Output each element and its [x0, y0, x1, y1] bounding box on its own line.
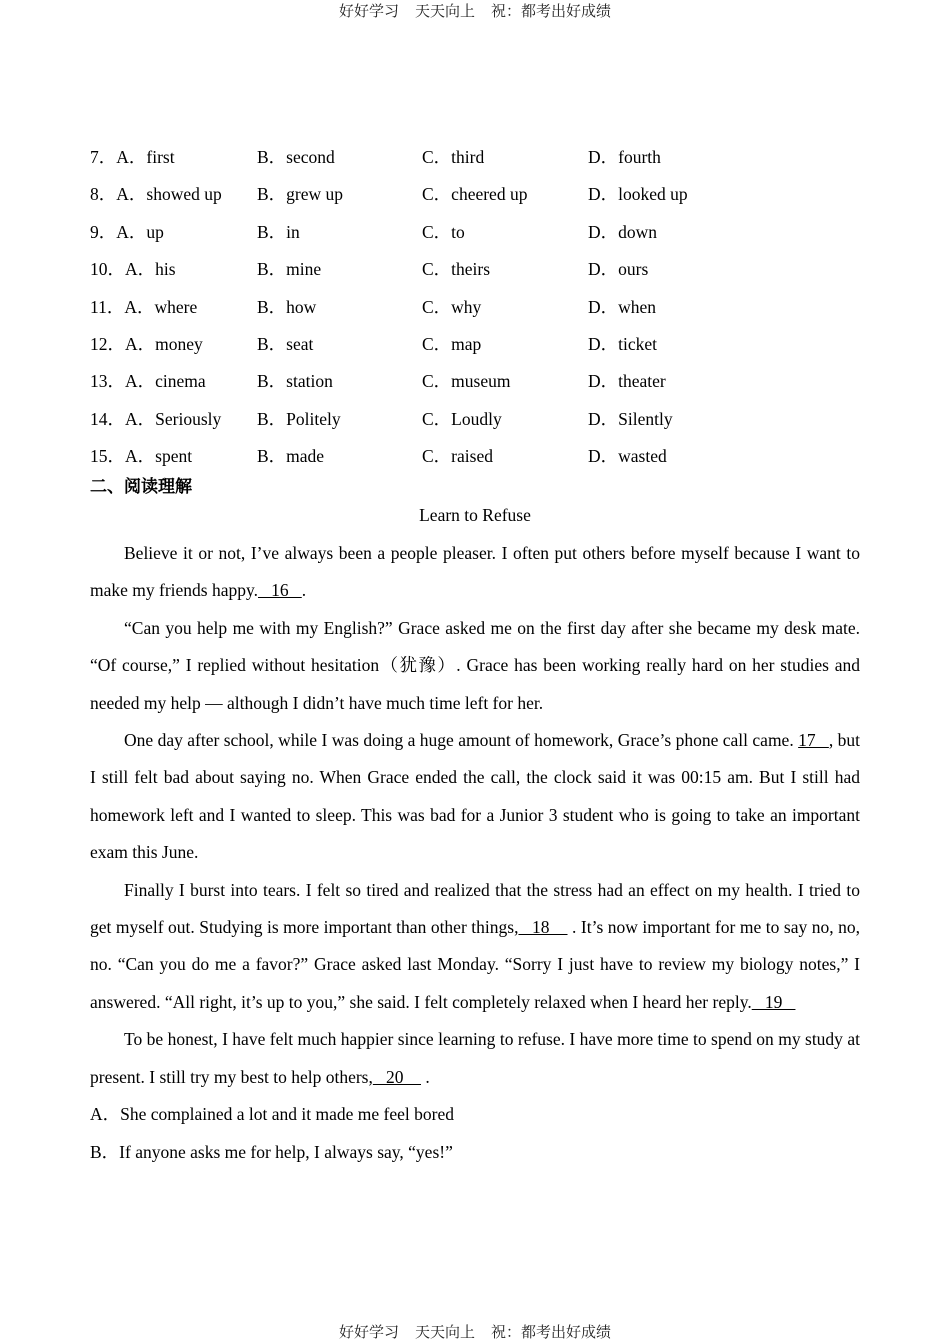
paragraph-text: Finally I burst into tears. I felt so tired and realized that the stress had an effect on my health. I tried to get myself out. Studying is more important than other things,	[90, 879, 860, 938]
question-11-option-c: C．why	[422, 296, 482, 317]
header-text-3: 祝：都考出好成绩	[491, 2, 612, 20]
question-row	[90, 177, 870, 214]
question-15-option-b: B．made	[257, 446, 325, 467]
paragraph-5	[90, 1021, 860, 1096]
question-9-option-c: C．to	[422, 221, 465, 242]
header-text-2: 天天向上	[414, 2, 475, 20]
paragraph-text: , but I still felt bad about saying no. When Grace ended the call, the clock said it was 00:15 am. But I still had homework left and I wanted to sleep. This was bad for a Junior 3 student who is going to take an important exam this June.	[90, 730, 861, 863]
question-13-option-d: D．theater	[588, 371, 666, 392]
footer-text-3: 祝：都考出好成绩	[491, 1323, 612, 1341]
question-7-option-b: B．second	[257, 147, 335, 167]
question-12-option-c: C．map	[422, 333, 482, 354]
question-10-option-a: 10．A．his	[90, 259, 176, 280]
footer-text-2: 天天向上	[414, 1323, 475, 1341]
question-15-option-d: D．wasted	[588, 446, 667, 467]
answer-option-a: A．She complained a lot and it made me feel bored	[90, 1104, 454, 1125]
blank-16: 16	[258, 580, 302, 601]
question-7-option-d: D．fourth	[588, 147, 661, 167]
question-7-option-c: C．third	[422, 147, 485, 167]
question-row	[90, 215, 870, 252]
question-14-option-a: 14．A．Seriously	[90, 408, 222, 429]
paragraph-text: .	[301, 580, 307, 601]
blank-18: 18	[518, 917, 568, 938]
section-title: 二、阅读理解	[90, 477, 192, 497]
question-7-option-a: 7．A．first	[90, 147, 175, 167]
question-row	[90, 439, 870, 476]
blank-17: 17	[798, 730, 829, 751]
paragraph-text: .	[425, 1066, 430, 1087]
question-11-option-a: 11．A．where	[90, 296, 198, 317]
question-10-option-c: C．theirs	[422, 259, 491, 280]
paragraph-3	[90, 722, 860, 872]
blank-20: 20	[372, 1066, 421, 1087]
question-row	[90, 140, 870, 177]
question-14-option-b: B．Politely	[257, 408, 341, 429]
question-8-option-b: B．grew up	[257, 184, 344, 205]
question-8-option-c: C．cheered up	[422, 184, 528, 205]
paragraph-text: One day after school, while I was doing a huge amount of homework, Grace’s phone call came.	[124, 730, 794, 751]
question-13-option-b: B．station	[257, 371, 333, 392]
question-8-option-d: D．looked up	[588, 184, 688, 205]
page-header	[0, 0, 950, 21]
passage-title: Learn to Refuse	[419, 505, 531, 525]
question-12-option-b: B．seat	[257, 333, 314, 354]
question-10-option-d: D．ours	[588, 259, 649, 280]
question-14-option-d: D．Silently	[588, 408, 673, 429]
paragraph-4	[90, 872, 860, 1022]
reading-passage	[90, 535, 860, 1171]
question-row	[90, 402, 870, 439]
question-11-option-d: D．when	[588, 296, 657, 317]
footer-text-1: 好好学习	[338, 1323, 399, 1341]
question-14-option-c: C．Loudly	[422, 408, 502, 429]
question-13-option-c: C．museum	[422, 371, 511, 392]
blank-19: 19	[751, 991, 796, 1012]
question-row	[90, 364, 870, 401]
paragraph-text: “Can you help me with my English?” Grace asked me on the first day after she became my desk mate. “Of course,” I replied without hesitation（犹豫）. Grace has been working really hard on her studies and needed my help — although I didn’t have much time left for her.	[90, 617, 860, 713]
question-row	[90, 327, 870, 364]
question-15-option-c: C．raised	[422, 446, 493, 467]
question-10-option-b: B．mine	[257, 259, 322, 280]
question-12-option-a: 12．A．money	[90, 333, 203, 354]
paragraph-1	[90, 535, 860, 610]
question-12-option-d: D．ticket	[588, 333, 658, 354]
header-text-1: 好好学习	[338, 2, 399, 20]
choice-questions	[90, 140, 870, 477]
question-8-option-a: 8．A．showed up	[90, 184, 222, 205]
paragraph-text: Believe it or not, I’ve always been a people pleaser. I often put others before myself because I want to make my friends happy.	[90, 543, 860, 601]
question-13-option-a: 13．A．cinema	[90, 371, 206, 392]
question-9-option-b: B．in	[257, 221, 300, 242]
paragraph-text: . It’s now important for me to say no, no, no. “Can you do me a favor?” Grace asked last Monday. “Sorry I just have to review my biology notes,” I answered. “All right, it’s up to you,” she said. I felt completely relaxed when I heard her reply.	[90, 917, 860, 1012]
question-row	[90, 290, 870, 327]
question-9-option-a: 9．A．up	[90, 221, 164, 242]
paragraph-text: To be honest, I have felt much happier since learning to refuse. I have more time to spend on my study at present. I still try my best to help others,	[90, 1029, 860, 1087]
paragraph-2	[90, 610, 860, 722]
question-15-option-a: 15．A．spent	[90, 446, 193, 467]
page-footer	[0, 1321, 950, 1342]
question-11-option-b: B．how	[257, 296, 317, 317]
question-row	[90, 252, 870, 289]
question-9-option-d: D．down	[588, 221, 658, 242]
answer-option-b: B．If anyone asks me for help, I always say, “yes!”	[90, 1141, 453, 1162]
